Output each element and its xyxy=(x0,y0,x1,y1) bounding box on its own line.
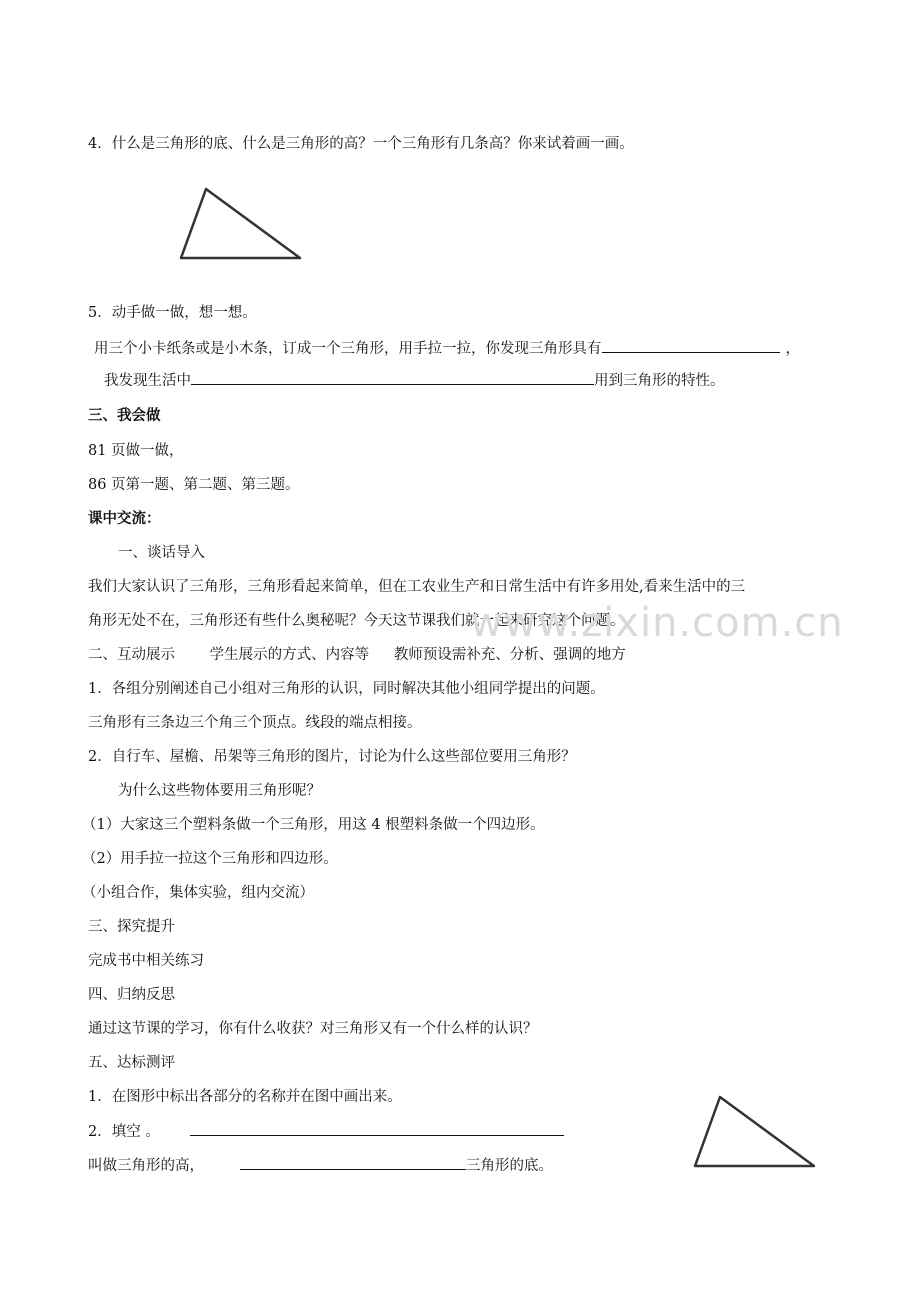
test-item-3-tail: 三角形的底。 xyxy=(466,1158,553,1174)
question-5-title: 5．动手做一做，想一想。 xyxy=(88,305,257,321)
interact-item-2: 2．自行车、屋檐、吊架等三角形的图片，讨论为什么这些部位要用三角形？ xyxy=(88,749,576,765)
summary-text: 通过这节课的学习，你有什么收获？对三角形又有一个什么样的认识？ xyxy=(88,1021,538,1037)
question-5-line-2-text: 我发现生活中 xyxy=(104,373,191,389)
explore-heading: 三、探究提升 xyxy=(88,919,175,935)
interact-col-student: 学生展示的方式、内容等 xyxy=(209,647,370,663)
interact-item-1: 1．各组分别阐述自己小组对三角形的认识，同时解决其他小组同学提出的问题。 xyxy=(88,681,605,697)
interact-title: 二、互动展示 xyxy=(88,647,175,663)
question-5-line-1-comma: ， xyxy=(785,341,800,357)
intro-heading: 一、谈话导入 xyxy=(118,545,205,561)
interact-heading xyxy=(88,645,626,665)
interact-item-2-question: 为什么这些物体要用三角形呢？ xyxy=(118,783,321,799)
answer-blank-fill-2[interactable] xyxy=(240,1155,466,1170)
test-item-2-text: 2．填空 。 xyxy=(88,1124,160,1140)
test-heading: 五、达标测评 xyxy=(88,1055,175,1071)
test-item-3 xyxy=(88,1155,553,1176)
question-5-line-2-tail: 用到三角形的特性。 xyxy=(594,373,725,389)
question-5-line-2 xyxy=(104,370,725,391)
interact-item-1-note: 三角形有三条边三个角三个顶点。线段的端点相接。 xyxy=(88,715,422,731)
page-86-task: 86 页第一题、第二题、第三题。 xyxy=(88,477,300,493)
intro-paragraph-line-2: 角形无处不在，三角形还有些什么奥秘呢？今天这节课我们就一起来研究这个问题。 xyxy=(88,613,625,629)
interact-sub-3: （小组合作，集体实验，组内交流） xyxy=(82,885,314,901)
question-5-line-1-text: 用三个小卡纸条或是小木条，订成一个三角形，用手拉一拉，你发现三角形具有 xyxy=(94,341,602,357)
page-81-task: 81 页做一做， xyxy=(88,443,184,459)
explore-text: 完成书中相关练习 xyxy=(88,953,204,969)
test-item-2 xyxy=(88,1121,564,1142)
answer-blank-fill-1[interactable] xyxy=(190,1121,564,1136)
interact-sub-2: （2）用手拉一拉这个三角形和四边形。 xyxy=(82,851,338,867)
test-item-3-text: 叫做三角形的高， xyxy=(88,1158,204,1174)
intro-paragraph-line-1: 我们大家认识了三角形，三角形看起来简单，但在工农业生产和日常生活中有许多用处,看来生活中的三 xyxy=(88,579,746,595)
triangle-figure-2 xyxy=(692,1094,818,1170)
summary-heading: 四、归纳反思 xyxy=(88,987,175,1003)
section-3-heading: 三、我会做 xyxy=(88,408,161,424)
answer-blank-property[interactable] xyxy=(602,338,780,353)
class-exchange-heading: 课中交流： xyxy=(88,511,161,527)
interact-col-teacher: 教师预设需补充、分析、强调的地方 xyxy=(393,647,626,663)
triangle-figure-1 xyxy=(178,186,304,262)
answer-blank-life-use[interactable] xyxy=(191,370,594,385)
watermark: www.zixin.com.cn xyxy=(470,600,844,646)
question-5-line-1 xyxy=(94,338,800,359)
test-item-1: 1．在图形中标出各部分的名称并在图中画出来。 xyxy=(88,1089,402,1105)
interact-sub-1: （1）大家这三个塑料条做一个三角形，用这 4 根塑料条做一个四边形。 xyxy=(82,817,545,833)
question-4: 4．什么是三角形的底、什么是三角形的高？一个三角形有几条高？你来试着画一画。 xyxy=(88,136,634,152)
